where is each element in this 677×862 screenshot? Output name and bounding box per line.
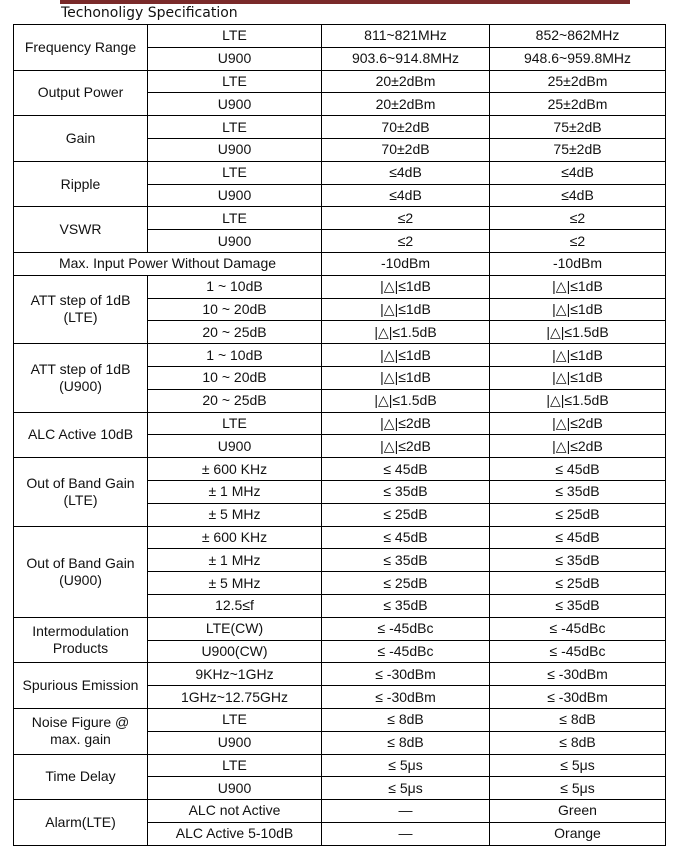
parameter-label: Alarm(LTE)	[14, 800, 148, 846]
condition-cell: U900	[148, 47, 322, 70]
table-row	[14, 412, 666, 435]
value-cell-band-a: |△|≤2dB	[322, 435, 490, 458]
value-cell-band-a: ≤ 45dB	[322, 458, 490, 481]
parameter-label: ATT step of 1dB (LTE)	[14, 275, 148, 343]
value-cell-band-b: 25±2dBm	[490, 93, 666, 116]
condition-cell: ± 5 MHz	[148, 503, 322, 526]
value-cell-band-a: ≤ 5μs	[322, 754, 490, 777]
table-row	[14, 708, 666, 731]
value-cell-band-b: |△|≤1dB	[490, 275, 666, 298]
parameter-label: Noise Figure @ max. gain	[14, 708, 148, 754]
document-heading: Techonoligy Specification	[61, 5, 238, 21]
header-rule	[60, 0, 630, 4]
value-cell-band-b: 75±2dB	[490, 138, 666, 161]
value-cell-band-b: ≤ 5μs	[490, 754, 666, 777]
parameter-label: Gain	[14, 116, 148, 162]
parameter-label: Output Power	[14, 70, 148, 116]
condition-cell: 1 ~ 10dB	[148, 344, 322, 367]
value-cell-band-a: |△|≤1.5dB	[322, 389, 490, 412]
value-cell-band-a: ≤ 8dB	[322, 708, 490, 731]
value-cell-band-a: —	[322, 822, 490, 845]
condition-cell: 1 ~ 10dB	[148, 275, 322, 298]
value-cell-band-b: ≤ 45dB	[490, 526, 666, 549]
condition-cell: LTE	[148, 412, 322, 435]
table-row	[14, 754, 666, 777]
value-cell-band-b: |△|≤1dB	[490, 298, 666, 321]
value-cell-band-b: ≤2	[490, 230, 666, 253]
table-row	[14, 526, 666, 549]
table-row	[14, 70, 666, 93]
value-cell-band-b: |△|≤2dB	[490, 435, 666, 458]
value-cell-band-b: ≤ 35dB	[490, 480, 666, 503]
parameter-label: Spurious Emission	[14, 663, 148, 709]
value-cell-band-a: 70±2dB	[322, 116, 490, 139]
value-cell-band-a: 811~821MHz	[322, 25, 490, 48]
condition-cell: LTE	[148, 70, 322, 93]
parameter-label: ALC Active 10dB	[14, 412, 148, 458]
value-cell-band-a: |△|≤1dB	[322, 275, 490, 298]
value-cell-band-a: |△|≤1.5dB	[322, 321, 490, 344]
condition-cell: ± 1 MHz	[148, 549, 322, 572]
value-cell-band-a: |△|≤1dB	[322, 366, 490, 389]
condition-cell: ± 5 MHz	[148, 572, 322, 595]
parameter-label: ATT step of 1dB (U900)	[14, 344, 148, 412]
value-cell-band-a: ≤4dB	[322, 161, 490, 184]
table-row	[14, 116, 666, 139]
condition-cell: U900	[148, 731, 322, 754]
value-cell-band-b: Orange	[490, 822, 666, 845]
value-cell-band-b: ≤ 5μs	[490, 777, 666, 800]
table-row	[14, 617, 666, 640]
value-cell-band-b: ≤ 35dB	[490, 549, 666, 572]
value-cell-band-a: —	[322, 800, 490, 823]
value-cell-band-b: |△|≤1.5dB	[490, 321, 666, 344]
spec-table	[13, 24, 666, 846]
condition-cell: LTE(CW)	[148, 617, 322, 640]
condition-cell: 10 ~ 20dB	[148, 366, 322, 389]
condition-cell: U900(CW)	[148, 640, 322, 663]
condition-cell: LTE	[148, 116, 322, 139]
value-cell-band-a: 20±2dBm	[322, 93, 490, 116]
value-cell-band-b: 948.6~959.8MHz	[490, 47, 666, 70]
condition-cell: 1GHz~12.75GHz	[148, 686, 322, 709]
value-cell-band-b: 25±2dBm	[490, 70, 666, 93]
value-cell-band-b: 75±2dB	[490, 116, 666, 139]
value-cell-band-a: ≤ -45dBc	[322, 617, 490, 640]
condition-cell: 9KHz~1GHz	[148, 663, 322, 686]
value-cell-band-b: ≤4dB	[490, 184, 666, 207]
condition-cell: LTE	[148, 207, 322, 230]
value-cell-band-a: |△|≤1dB	[322, 344, 490, 367]
value-cell-band-a: ≤ -45dBc	[322, 640, 490, 663]
value-cell-band-a: ≤2	[322, 230, 490, 253]
table-row	[14, 275, 666, 298]
value-cell-band-b: ≤4dB	[490, 161, 666, 184]
value-cell-band-b: ≤ 25dB	[490, 572, 666, 595]
condition-cell: ALC Active 5-10dB	[148, 822, 322, 845]
parameter-label: Intermodulation Products	[14, 617, 148, 663]
condition-cell: U900	[148, 777, 322, 800]
value-cell-band-a: 903.6~914.8MHz	[322, 47, 490, 70]
parameter-label: VSWR	[14, 207, 148, 253]
condition-cell: LTE	[148, 754, 322, 777]
value-cell-band-b: ≤ -30dBm	[490, 686, 666, 709]
value-cell-band-b: |△|≤1dB	[490, 366, 666, 389]
condition-cell: ALC not Active	[148, 800, 322, 823]
value-cell-band-b: ≤ 45dB	[490, 458, 666, 481]
value-cell-band-a: ≤4dB	[322, 184, 490, 207]
value-cell-band-a: ≤ -30dBm	[322, 663, 490, 686]
parameter-label: Max. Input Power Without Damage	[14, 252, 322, 275]
table-row	[14, 800, 666, 823]
condition-cell: LTE	[148, 161, 322, 184]
table-row	[14, 252, 666, 275]
value-cell-band-a: ≤ -30dBm	[322, 686, 490, 709]
value-cell-band-b: ≤ -30dBm	[490, 663, 666, 686]
condition-cell: 12.5≤f	[148, 594, 322, 617]
value-cell-band-a: ≤ 5μs	[322, 777, 490, 800]
value-cell-band-a: ≤ 25dB	[322, 503, 490, 526]
value-cell-band-a: |△|≤2dB	[322, 412, 490, 435]
value-cell-band-b: ≤ -45dBc	[490, 617, 666, 640]
value-cell-band-a: ≤ 35dB	[322, 594, 490, 617]
value-cell-band-b: |△|≤2dB	[490, 412, 666, 435]
value-cell-band-a: |△|≤1dB	[322, 298, 490, 321]
table-row	[14, 161, 666, 184]
value-cell-band-b: Green	[490, 800, 666, 823]
value-cell-band-a: 70±2dB	[322, 138, 490, 161]
value-cell-band-b: ≤ -45dBc	[490, 640, 666, 663]
value-cell-band-a: -10dBm	[322, 252, 490, 275]
value-cell-band-a: ≤ 8dB	[322, 731, 490, 754]
value-cell-band-a: ≤ 45dB	[322, 526, 490, 549]
condition-cell: U900	[148, 138, 322, 161]
value-cell-band-b: ≤ 35dB	[490, 594, 666, 617]
value-cell-band-b: ≤ 25dB	[490, 503, 666, 526]
value-cell-band-a: 20±2dBm	[322, 70, 490, 93]
condition-cell: 10 ~ 20dB	[148, 298, 322, 321]
value-cell-band-b: |△|≤1dB	[490, 344, 666, 367]
value-cell-band-b: -10dBm	[490, 252, 666, 275]
condition-cell: ± 600 KHz	[148, 526, 322, 549]
condition-cell: U900	[148, 435, 322, 458]
table-row	[14, 458, 666, 481]
condition-cell: U900	[148, 230, 322, 253]
parameter-label: Ripple	[14, 161, 148, 207]
value-cell-band-b: ≤ 8dB	[490, 731, 666, 754]
table-row	[14, 663, 666, 686]
parameter-label: Time Delay	[14, 754, 148, 800]
condition-cell: U900	[148, 93, 322, 116]
table-row	[14, 207, 666, 230]
value-cell-band-a: ≤ 35dB	[322, 549, 490, 572]
condition-cell: LTE	[148, 708, 322, 731]
condition-cell: ± 600 KHz	[148, 458, 322, 481]
value-cell-band-b: ≤ 8dB	[490, 708, 666, 731]
value-cell-band-a: ≤ 25dB	[322, 572, 490, 595]
value-cell-band-a: ≤ 35dB	[322, 480, 490, 503]
condition-cell: U900	[148, 184, 322, 207]
condition-cell: 20 ~ 25dB	[148, 389, 322, 412]
condition-cell: LTE	[148, 25, 322, 48]
parameter-label: Out of Band Gain (LTE)	[14, 458, 148, 526]
parameter-label: Out of Band Gain (U900)	[14, 526, 148, 617]
table-row	[14, 344, 666, 367]
condition-cell: 20 ~ 25dB	[148, 321, 322, 344]
value-cell-band-b: 852~862MHz	[490, 25, 666, 48]
condition-cell: ± 1 MHz	[148, 480, 322, 503]
value-cell-band-b: |△|≤1.5dB	[490, 389, 666, 412]
value-cell-band-b: ≤2	[490, 207, 666, 230]
parameter-label: Frequency Range	[14, 25, 148, 71]
value-cell-band-a: ≤2	[322, 207, 490, 230]
table-row	[14, 25, 666, 48]
